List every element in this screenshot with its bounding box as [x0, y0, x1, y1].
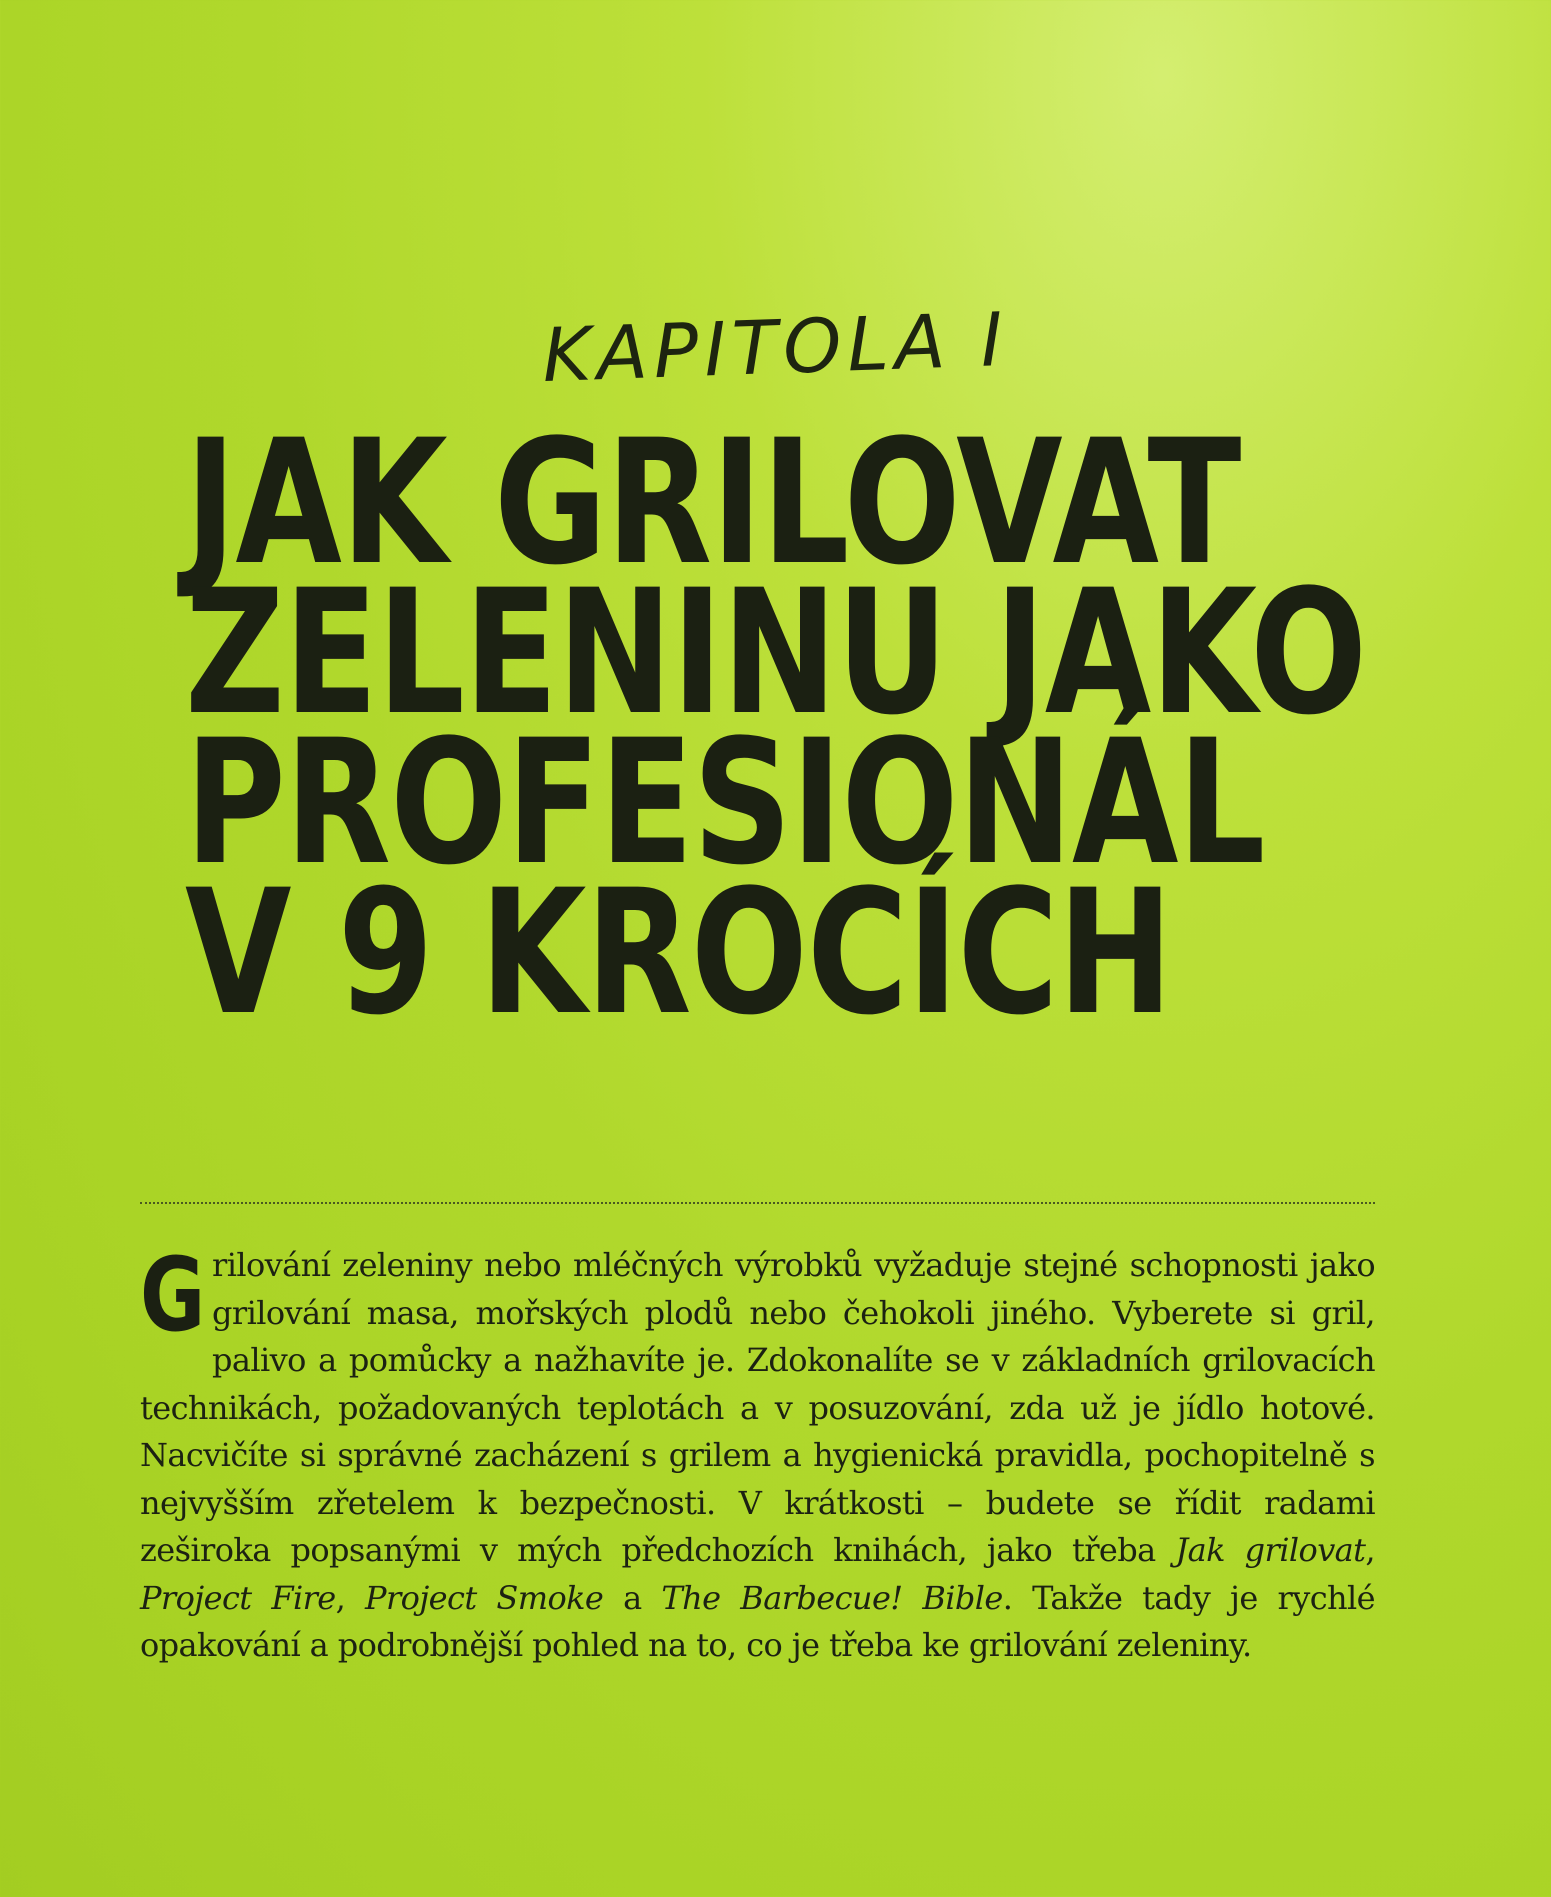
- book-title: Project Fire: [140, 1578, 336, 1617]
- chapter-title-line: JAK GRILOVAT: [185, 402, 1241, 603]
- book-title: Project Smoke: [365, 1578, 604, 1617]
- chapter-label: KAPITOLA I: [541, 296, 1010, 400]
- paragraph-text: rilování zeleniny nebo mléčných výrobků vyžaduje stejné schopnosti jako grilování masa, mořských plodů nebo čehokoli jiného. Vyberete si gril, palivo a pomůcky a nažhavíte je. Zdokonalíte se v základních grilovacích technikách, požadovaných teplotách a v posuzování, zda už je jídlo hotové. Nacvičíte si správné zacházení s grilem a hygienická pravidla, pochopitelně s nejvyšším zřetelem k bezpečnosti. V krátkosti – budete se řídit radami zeširoka popsanými v mých předchozích knihách, jako třeba: [140, 1246, 1375, 1569]
- intro-paragraph: [140, 1236, 1375, 1670]
- drop-cap: G: [140, 1236, 205, 1355]
- separator: ,: [335, 1578, 366, 1617]
- chapter-title-line: PROFESIONÁL: [185, 702, 1265, 903]
- chapter-title: [185, 402, 1367, 1053]
- dotted-divider: [140, 1202, 1375, 1204]
- chapter-title-line: V 9 KROCÍCH: [185, 852, 1173, 1053]
- separator: ,: [1365, 1531, 1375, 1569]
- paragraph-text: . Takže tady je rychlé opakování a podrobnější pohled na to, co je třeba ke grilování zeleniny.: [140, 1578, 1375, 1664]
- book-title: Jak grilovat: [1175, 1531, 1366, 1569]
- separator: a: [603, 1578, 662, 1617]
- chapter-title-line: ZELENINU JAKO: [185, 552, 1367, 753]
- book-title: The Barbecue! Bible: [661, 1578, 1003, 1617]
